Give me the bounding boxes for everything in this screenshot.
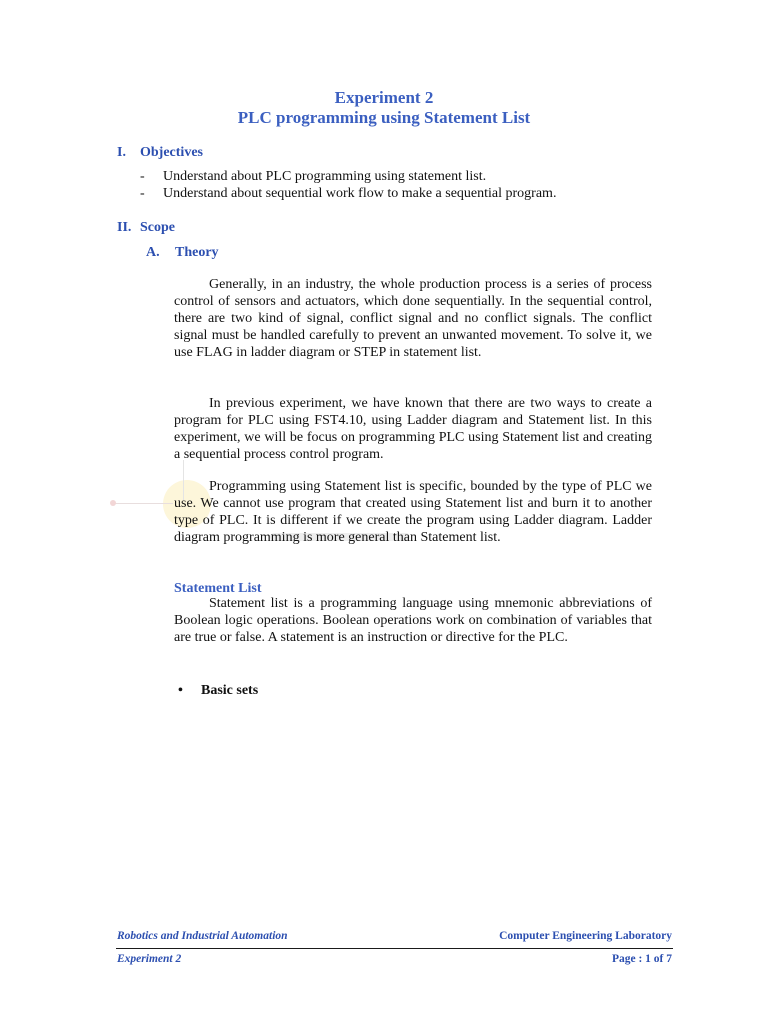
subsection-number: A. <box>146 245 160 260</box>
theory-paragraph-3: Programming using Statement list is specific, bounded by the type of PLC we use. We cannot use program that created using Statement list and burn it to another type of PLC. It is different if we create the program using Ladder diagram. Ladder diagram programming is more general than Statement list. <box>174 479 652 545</box>
list-item <box>140 185 556 202</box>
footer-divider <box>116 948 673 949</box>
footer-course-name: Robotics and Industrial Automation <box>117 930 288 942</box>
list-item-text: Basic sets <box>201 683 259 698</box>
list-item-text: Understand about sequential work flow to make a sequential program. <box>163 186 557 201</box>
section-title: Objectives <box>140 145 203 160</box>
theory-paragraph-2: In previous experiment, we have known that there are two ways to create a program for PLC using FST4.10, using Ladder diagram and Statement list. In this experiment, we will be focus on programming PLC using Statement list and creating a sequential process control program. <box>174 396 652 462</box>
document-title-line1: Experiment 2 <box>334 88 434 107</box>
section-number: II. <box>117 220 132 235</box>
decorative-dot <box>110 500 116 506</box>
section-objectives-heading <box>117 144 203 162</box>
dash-marker: - <box>140 186 145 201</box>
section-title: Scope <box>140 220 175 235</box>
bullet-marker: • <box>178 683 183 698</box>
theory-paragraph-1: Generally, in an industry, the whole production process is a series of process control of sensors and actuators, which done sequentially. In the sequential control, there are two kind of signal, conflict signal and no conflict signals. The conflict signal must be handled carefully to prevent an unwanted movement. To solve it, we use FLAG in ladder diagram or STEP in statement list. <box>174 277 652 360</box>
statement-list-heading: Statement List <box>174 581 262 596</box>
list-item <box>140 168 486 185</box>
document-title-line2: PLC programming using Statement List <box>237 108 531 127</box>
section-number: I. <box>117 145 126 160</box>
dash-marker: - <box>140 169 145 184</box>
list-item <box>178 682 258 699</box>
subsection-title: Theory <box>175 245 219 260</box>
statement-list-paragraph: Statement list is a programming language using mnemonic abbreviations of Boolean logic operations. Boolean operations work on combination of variables that are true or false. A statement is an instruction or directive for the PLC. <box>174 596 652 645</box>
list-item-text: Understand about PLC programming using statement list. <box>163 169 487 184</box>
footer-page-number: Page : 1 of 7 <box>611 953 672 965</box>
section-scope-heading <box>117 219 175 237</box>
decorative-line <box>113 503 173 504</box>
footer-lab-name: Computer Engineering Laboratory <box>499 930 672 942</box>
subsection-theory-heading <box>146 244 219 262</box>
footer-experiment-label: Experiment 2 <box>117 953 182 965</box>
